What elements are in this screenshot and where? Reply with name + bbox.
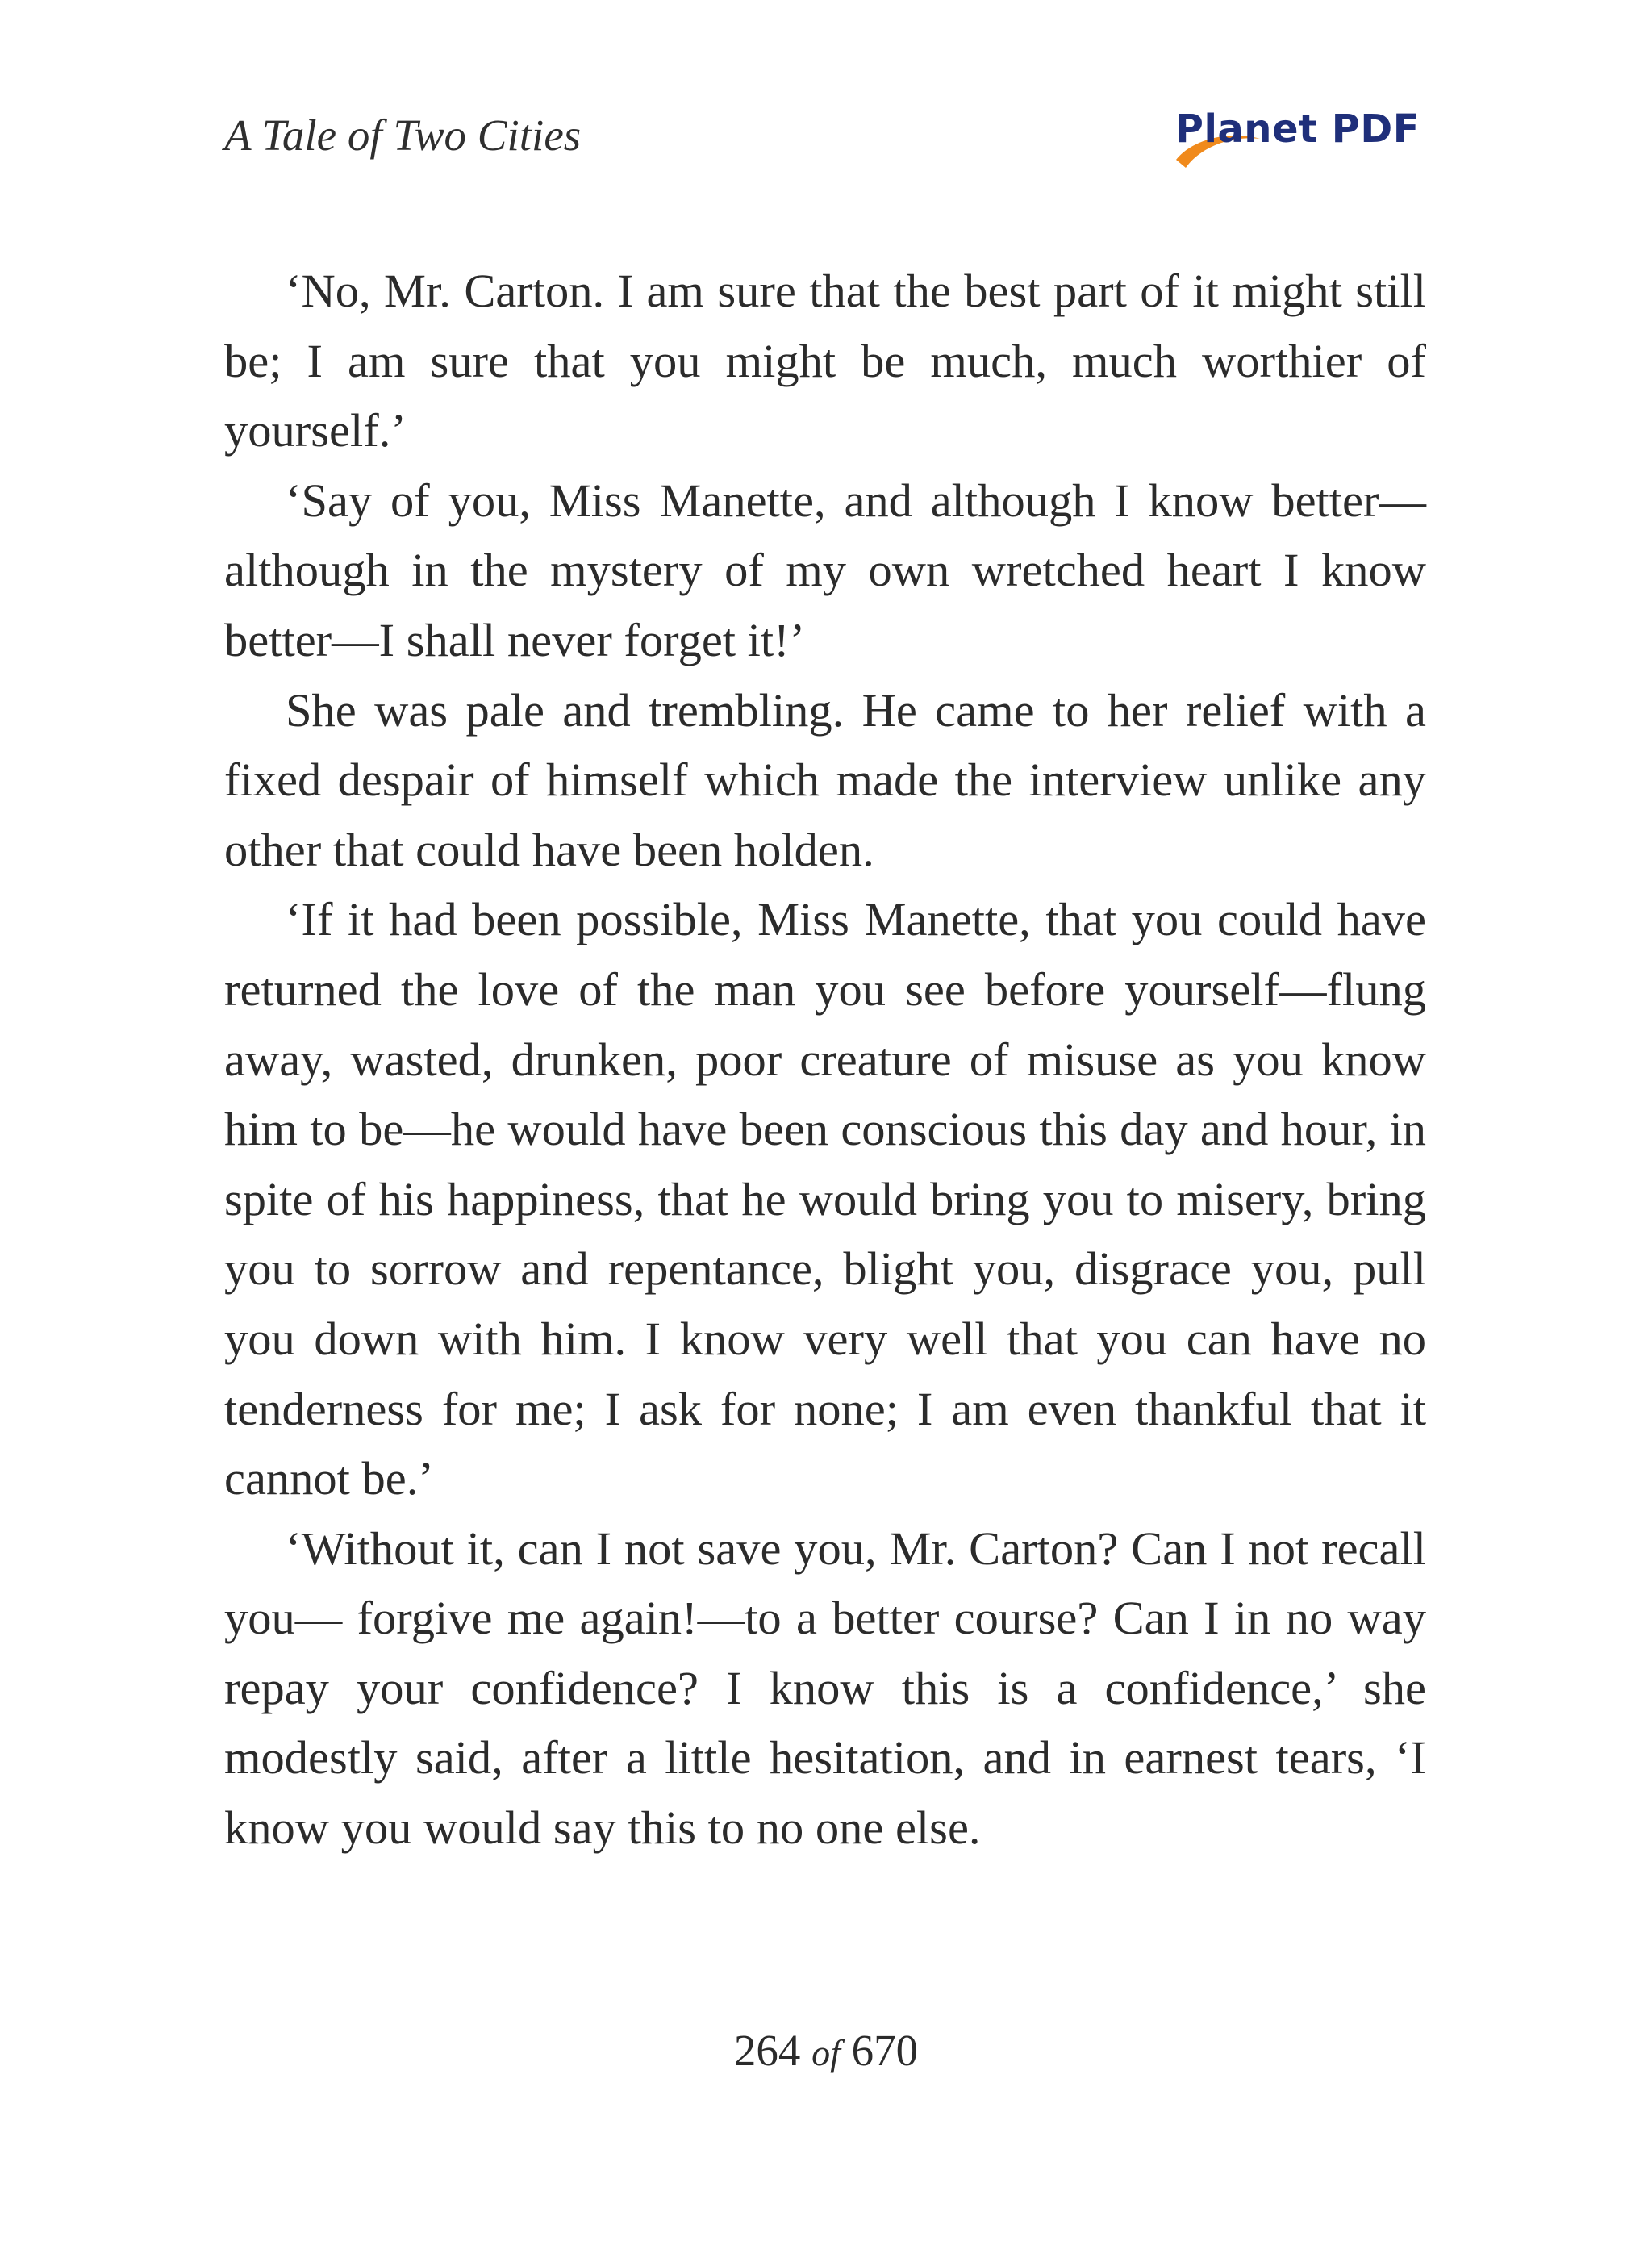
page-header (224, 103, 1420, 176)
paragraph: ‘If it had been possible, Miss Manette, that you could have returned the love of the man you see before yourself—flung away, wasted, drunken, poor creature of misuse as you know him to be—he would have been conscious this day and hour, in spite of his happiness, that he would bring you to misery, bring you to sorrow and repentance, blight you, disgrace you, pull you down with him. I know very well that you can have no tenderness for me; I ask for none; I am even thankful that it cannot be.’ (224, 893, 1426, 1505)
logo-text: Planet PDF (1174, 106, 1420, 152)
paragraph: ‘Say of you, Miss Manette, and although I know better—although in the mystery of my own wretched heart I know better—I shall never forget it!’ (224, 474, 1426, 666)
page-number (0, 2025, 1652, 2076)
paragraph: ‘Without it, can I not save you, Mr. Carton? Can I not recall you— forgive me again!—to a better course? Can I in no way repay your confidence? I know this is a confidence,’ she modestly said, after a little hesitation, and in earnest tears, ‘I know you would say this to no one else. (224, 1521, 1426, 1855)
planet-pdf-logo (1170, 103, 1420, 176)
page-of-label: of (811, 2032, 841, 2073)
paragraph: She was pale and trembling. He came to her relief with a fixed despair of himself which made the interview unlike any other that could have been holden. (224, 683, 1426, 876)
paragraph: ‘No, Mr. Carton. I am sure that the best part of it might still be; I am sure that you might be much, much worthier of yourself.’ (224, 265, 1426, 457)
page-current: 264 (733, 2026, 801, 2075)
page-total: 670 (851, 2026, 919, 2075)
page-body (224, 257, 1426, 1864)
book-title: A Tale of Two Cities (224, 111, 582, 160)
